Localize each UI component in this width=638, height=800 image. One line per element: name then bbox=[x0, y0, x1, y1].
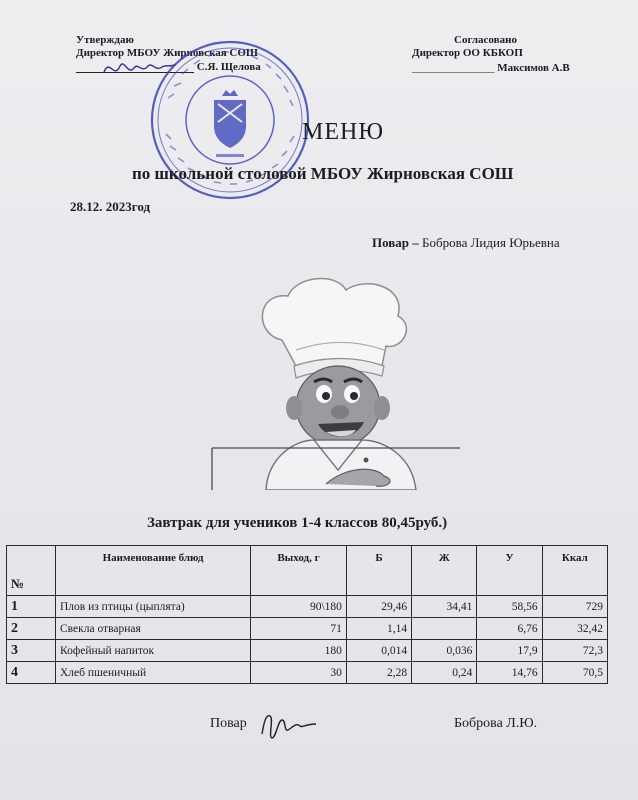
header-u: У bbox=[477, 546, 542, 596]
header-b: Б bbox=[346, 546, 411, 596]
dish-name: Плов из птицы (цыплята) bbox=[56, 596, 251, 618]
header-kcal: Ккал bbox=[542, 546, 607, 596]
dish-u: 17,9 bbox=[477, 640, 542, 662]
row-num: 2 bbox=[7, 618, 56, 640]
menu-date: 28.12. 2023год bbox=[70, 199, 151, 214]
cook-line bbox=[372, 235, 560, 251]
dish-zh: 34,41 bbox=[412, 596, 477, 618]
dish-kcal: 72,3 bbox=[542, 640, 607, 662]
table-row bbox=[7, 596, 608, 618]
dish-name: Хлеб пшеничный bbox=[56, 662, 251, 684]
page-subtitle: по школьной столовой МБОУ Жирновская СОШ bbox=[132, 164, 514, 183]
header-yield: Выход, г bbox=[251, 546, 347, 596]
dish-name: Свекла отварная bbox=[56, 618, 251, 640]
dish-u: 6,76 bbox=[477, 618, 542, 640]
dish-zh: 0,036 bbox=[412, 640, 477, 662]
header-zh: Ж bbox=[412, 546, 477, 596]
chef-illustration bbox=[206, 270, 466, 490]
table-row bbox=[7, 662, 608, 684]
menu-table bbox=[6, 545, 608, 684]
agree-position: Директор ОО КБКОП bbox=[412, 47, 523, 59]
dish-b: 2,28 bbox=[346, 662, 411, 684]
approve-position: Директор МБОУ Жирновская СОШ bbox=[76, 47, 259, 59]
footer-cook-name: Боброва Л.Ю. bbox=[454, 716, 538, 731]
dish-zh: 0,24 bbox=[412, 662, 477, 684]
dish-zh bbox=[412, 618, 477, 640]
cook-label: Повар – bbox=[372, 235, 419, 250]
row-num: 3 bbox=[7, 640, 56, 662]
approve-title: Утверждаю bbox=[76, 34, 134, 46]
dish-u: 14,76 bbox=[477, 662, 542, 684]
row-num: 4 bbox=[7, 662, 56, 684]
dish-kcal: 70,5 bbox=[542, 662, 607, 684]
header-num: № bbox=[7, 546, 56, 596]
dish-yield: 71 bbox=[251, 618, 347, 640]
dish-yield: 180 bbox=[251, 640, 347, 662]
dish-name: Кофейный напиток bbox=[56, 640, 251, 662]
dish-u: 58,56 bbox=[477, 596, 542, 618]
cook-name: Боброва Лидия Юрьевна bbox=[422, 235, 560, 250]
dish-yield: 90\180 bbox=[251, 596, 347, 618]
agree-signature-line bbox=[412, 62, 570, 74]
header-name: Наименование блюд bbox=[56, 546, 251, 596]
table-row bbox=[7, 618, 608, 640]
dish-kcal: 32,42 bbox=[542, 618, 607, 640]
table-row bbox=[7, 640, 608, 662]
cook-signature bbox=[256, 708, 320, 742]
agree-name: Максимов А.В bbox=[497, 62, 570, 74]
meal-title: Завтрак для учеников 1-4 классов 80,45руб.) bbox=[147, 515, 448, 531]
dish-b: 1,14 bbox=[346, 618, 411, 640]
agree-blank: _______________ bbox=[412, 62, 495, 74]
agree-title: Согласовано bbox=[454, 34, 517, 46]
footer-cook-label: Повар bbox=[210, 716, 247, 731]
dish-kcal: 729 bbox=[542, 596, 607, 618]
dish-b: 29,46 bbox=[346, 596, 411, 618]
approve-name: С.Я. Щелова bbox=[196, 61, 261, 73]
table-header-row bbox=[7, 546, 608, 596]
dish-yield: 30 bbox=[251, 662, 347, 684]
dish-b: 0,014 bbox=[346, 640, 411, 662]
page-title: МЕНЮ bbox=[302, 119, 384, 145]
row-num: 1 bbox=[7, 596, 56, 618]
